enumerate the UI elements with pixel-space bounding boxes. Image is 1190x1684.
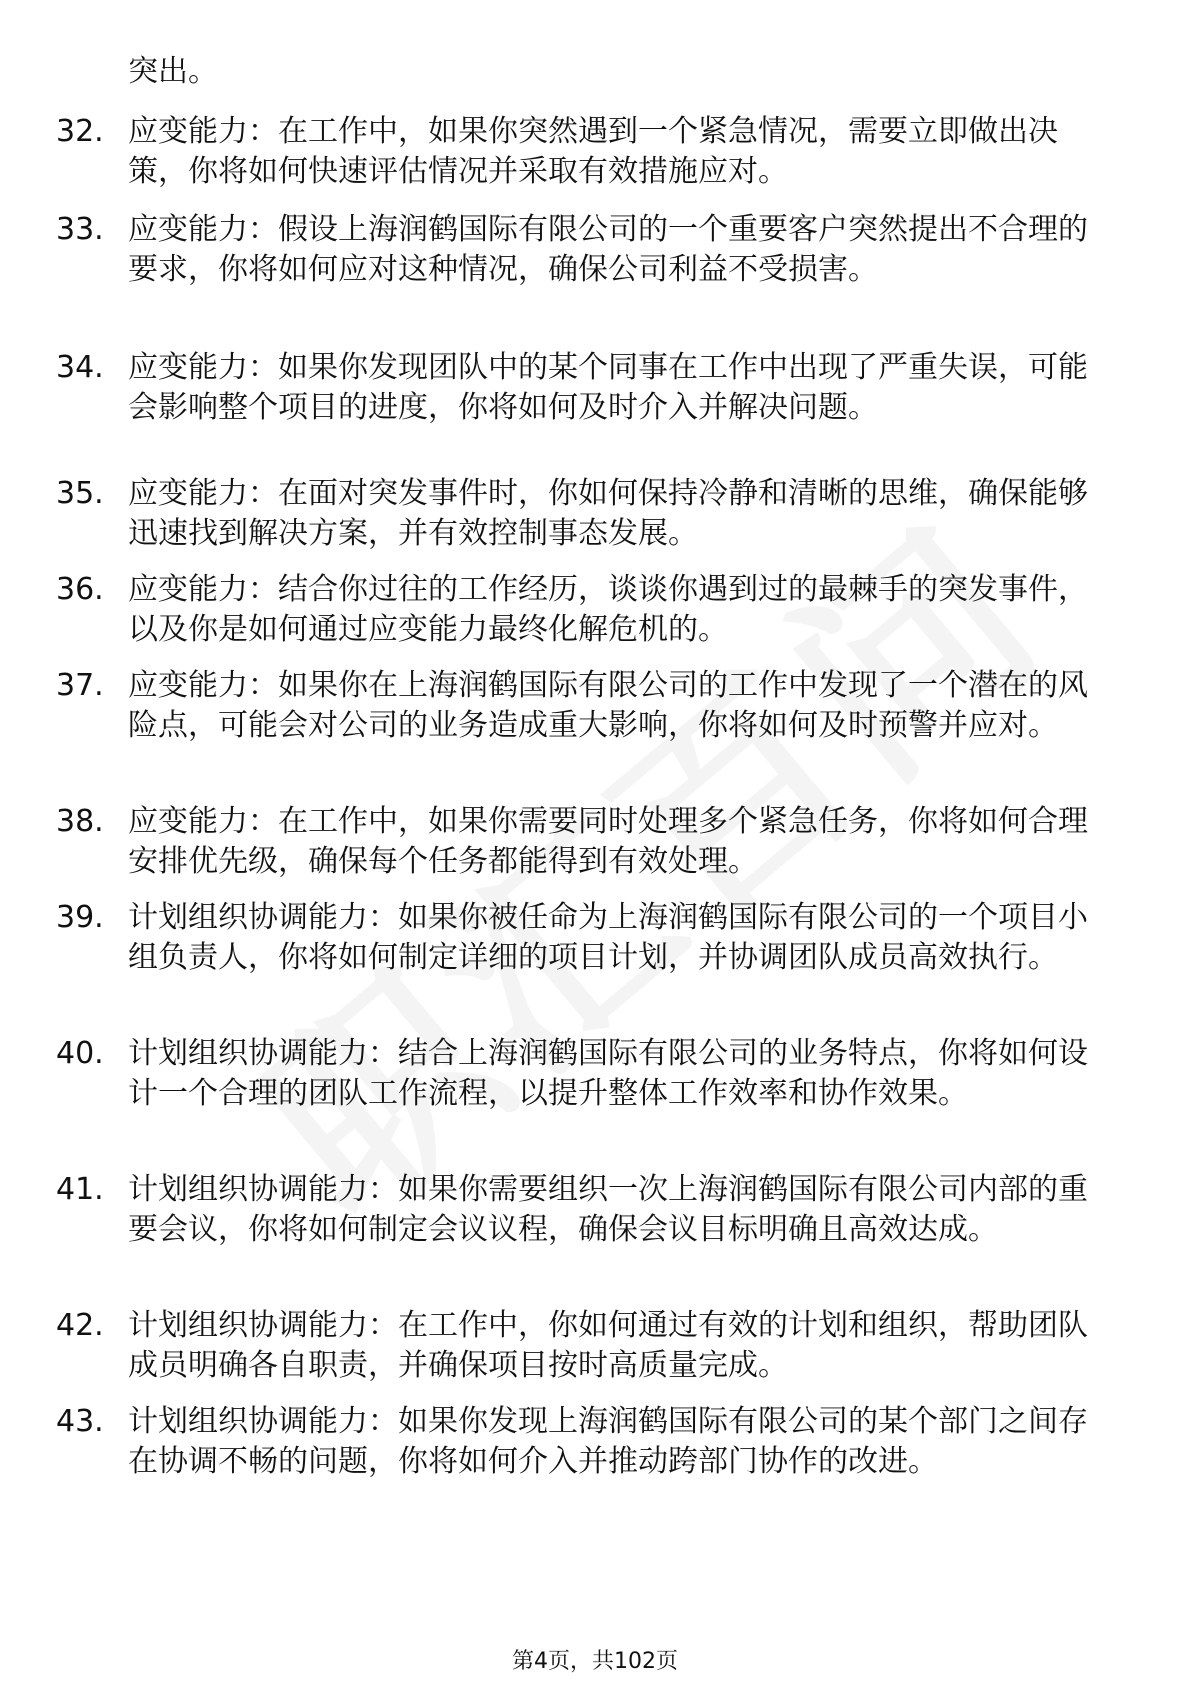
question-text: 应变能力：假设上海润鹤国际有限公司的一个重要客户突然提出不合理的要求，你将如何应对这种情况，确保公司利益不受损害。 (128, 212, 1088, 287)
question-text: 应变能力：在工作中，如果你突然遇到一个紧急情况，需要立即做出决策，你将如何快速评估情况并采取有效措施应对。 (128, 114, 1058, 189)
question-number: 40. (56, 1036, 104, 1071)
question-number: 36. (56, 572, 104, 607)
question-text: 应变能力：在面对突发事件时，你如何保持冷静和清晰的思维，确保能够迅速找到解决方案，并有效控制事态发展。 (128, 476, 1088, 551)
question-text: 计划组织协调能力：如果你被任命为上海润鹤国际有限公司的一个项目小组负责人，你将如何制定详细的项目计划，并协调团队成员高效执行。 (128, 900, 1088, 975)
question-number: 34. (56, 350, 104, 385)
question-number: 33. (56, 212, 104, 247)
question-number: 32. (56, 114, 104, 149)
question-text: 应变能力：如果你在上海润鹤国际有限公司的工作中发现了一个潜在的风险点，可能会对公司的业务造成重大影响，你将如何及时预警并应对。 (128, 668, 1088, 743)
question-text: 计划组织协调能力：结合上海润鹤国际有限公司的业务特点，你将如何设计一个合理的团队工作流程，以提升整体工作效率和协作效果。 (128, 1036, 1088, 1111)
question-text: 计划组织协调能力：如果你需要组织一次上海润鹤国际有限公司内部的重要会议，你将如何制定会议议程，确保会议目标明确且高效达成。 (128, 1172, 1088, 1247)
question-number: 37. (56, 668, 104, 703)
question-text: 应变能力：结合你过往的工作经历，谈谈你遇到过的最棘手的突发事件，以及你是如何通过应变能力最终化解危机的。 (128, 572, 1088, 647)
continuation-text: 突出。 (128, 54, 218, 89)
question-text: 应变能力：在工作中，如果你需要同时处理多个紧急任务，你将如何合理安排优先级，确保每个任务都能得到有效处理。 (128, 804, 1088, 879)
question-text: 计划组织协调能力：在工作中，你如何通过有效的计划和组织，帮助团队成员明确各自职责，并确保项目按时高质量完成。 (128, 1308, 1088, 1383)
question-number: 38. (56, 804, 104, 839)
question-number: 35. (56, 476, 104, 511)
question-number: 39. (56, 900, 104, 935)
question-number: 43. (56, 1404, 104, 1439)
question-number: 42. (56, 1308, 104, 1343)
page-footer: 第4页，共102页 (512, 1649, 678, 1674)
question-text: 计划组织协调能力：如果你发现上海润鹤国际有限公司的某个部门之间存在协调不畅的问题，你将如何介入并推动跨部门协作的改进。 (128, 1404, 1088, 1479)
question-number: 41. (56, 1172, 104, 1207)
question-text: 应变能力：如果你发现团队中的某个同事在工作中出现了严重失误，可能会影响整个项目的进度，你将如何及时介入并解决问题。 (128, 350, 1088, 425)
